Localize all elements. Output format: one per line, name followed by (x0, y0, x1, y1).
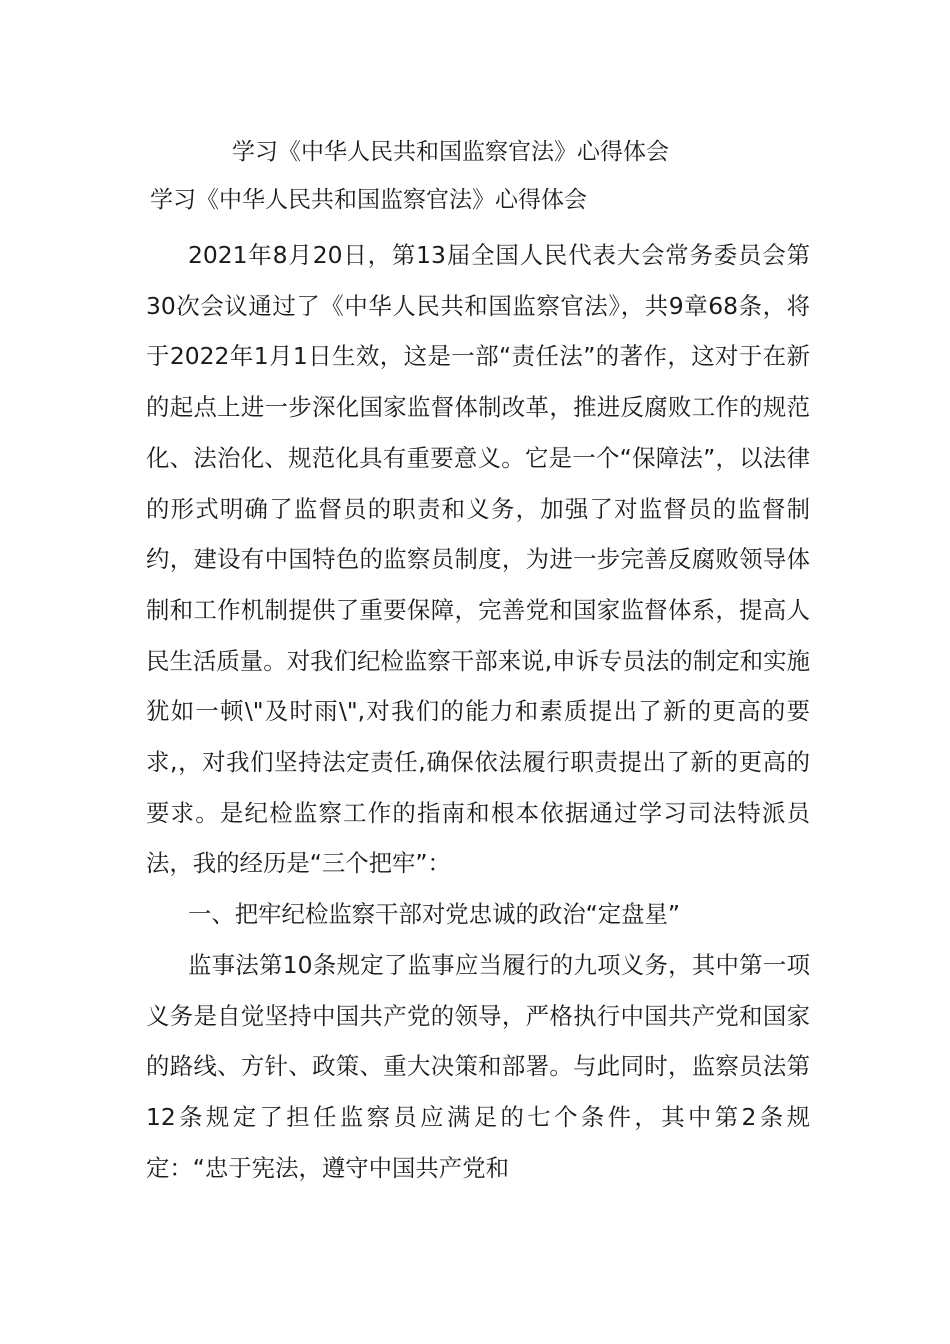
paragraph-section-1: 监事法第10条规定了监事应当履行的九项义务，其中第一项义务是自觉坚持中国共产党的领导，严格执行中国共产党和国家的路线、方针、政策、重大决策和部署。与此同时，监察员法第12条规定了担任监察员应满足的七个条件，其中第2条规定：“忠于宪法，遵守中国共产党和 (146, 950, 810, 1182)
document-subtitle: 学习《中华人民共和国监察官法》心得体会 (150, 187, 587, 213)
section-heading-1: 一、把牢纪检监察干部对党忠诚的政治“定盘星” (188, 900, 681, 929)
paragraph-intro: 2021年8月20日，第13届全国人民代表大会常务委员会第30次会议通过了《中华人民共和国监察官法》，共9章68条，将于2022年1月1日生效，这是一部“责任法”的著作，这对于在新的起点上进一步深化国家监督体制改革，推进反腐败工作的规范化、法治化、规范化具有重要意义。它是一个“保障法”，以法律的形式明确了监督员的职责和义务，加强了对监督员的监督制约，建设有中国特色的监察员制度，为进一步完善反腐败领导体制和工作机制提供了重要保障，完善党和国家监督体系，提高人民生活质量。对我们纪检监察干部来说,申诉专员法的制定和实施犹如一顿\"及时雨\",对我们的能力和素质提出了新的更高的要求,，对我们坚持法定责任,确保依法履行职责提出了新的更高的要求。是纪检监察工作的指南和根本依据通过学习司法特派员法，我的经历是“三个把牢”： (146, 241, 810, 878)
document-title: 学习《中华人民共和国监察官法》心得体会 (232, 139, 669, 165)
document-body (146, 230, 810, 1193)
